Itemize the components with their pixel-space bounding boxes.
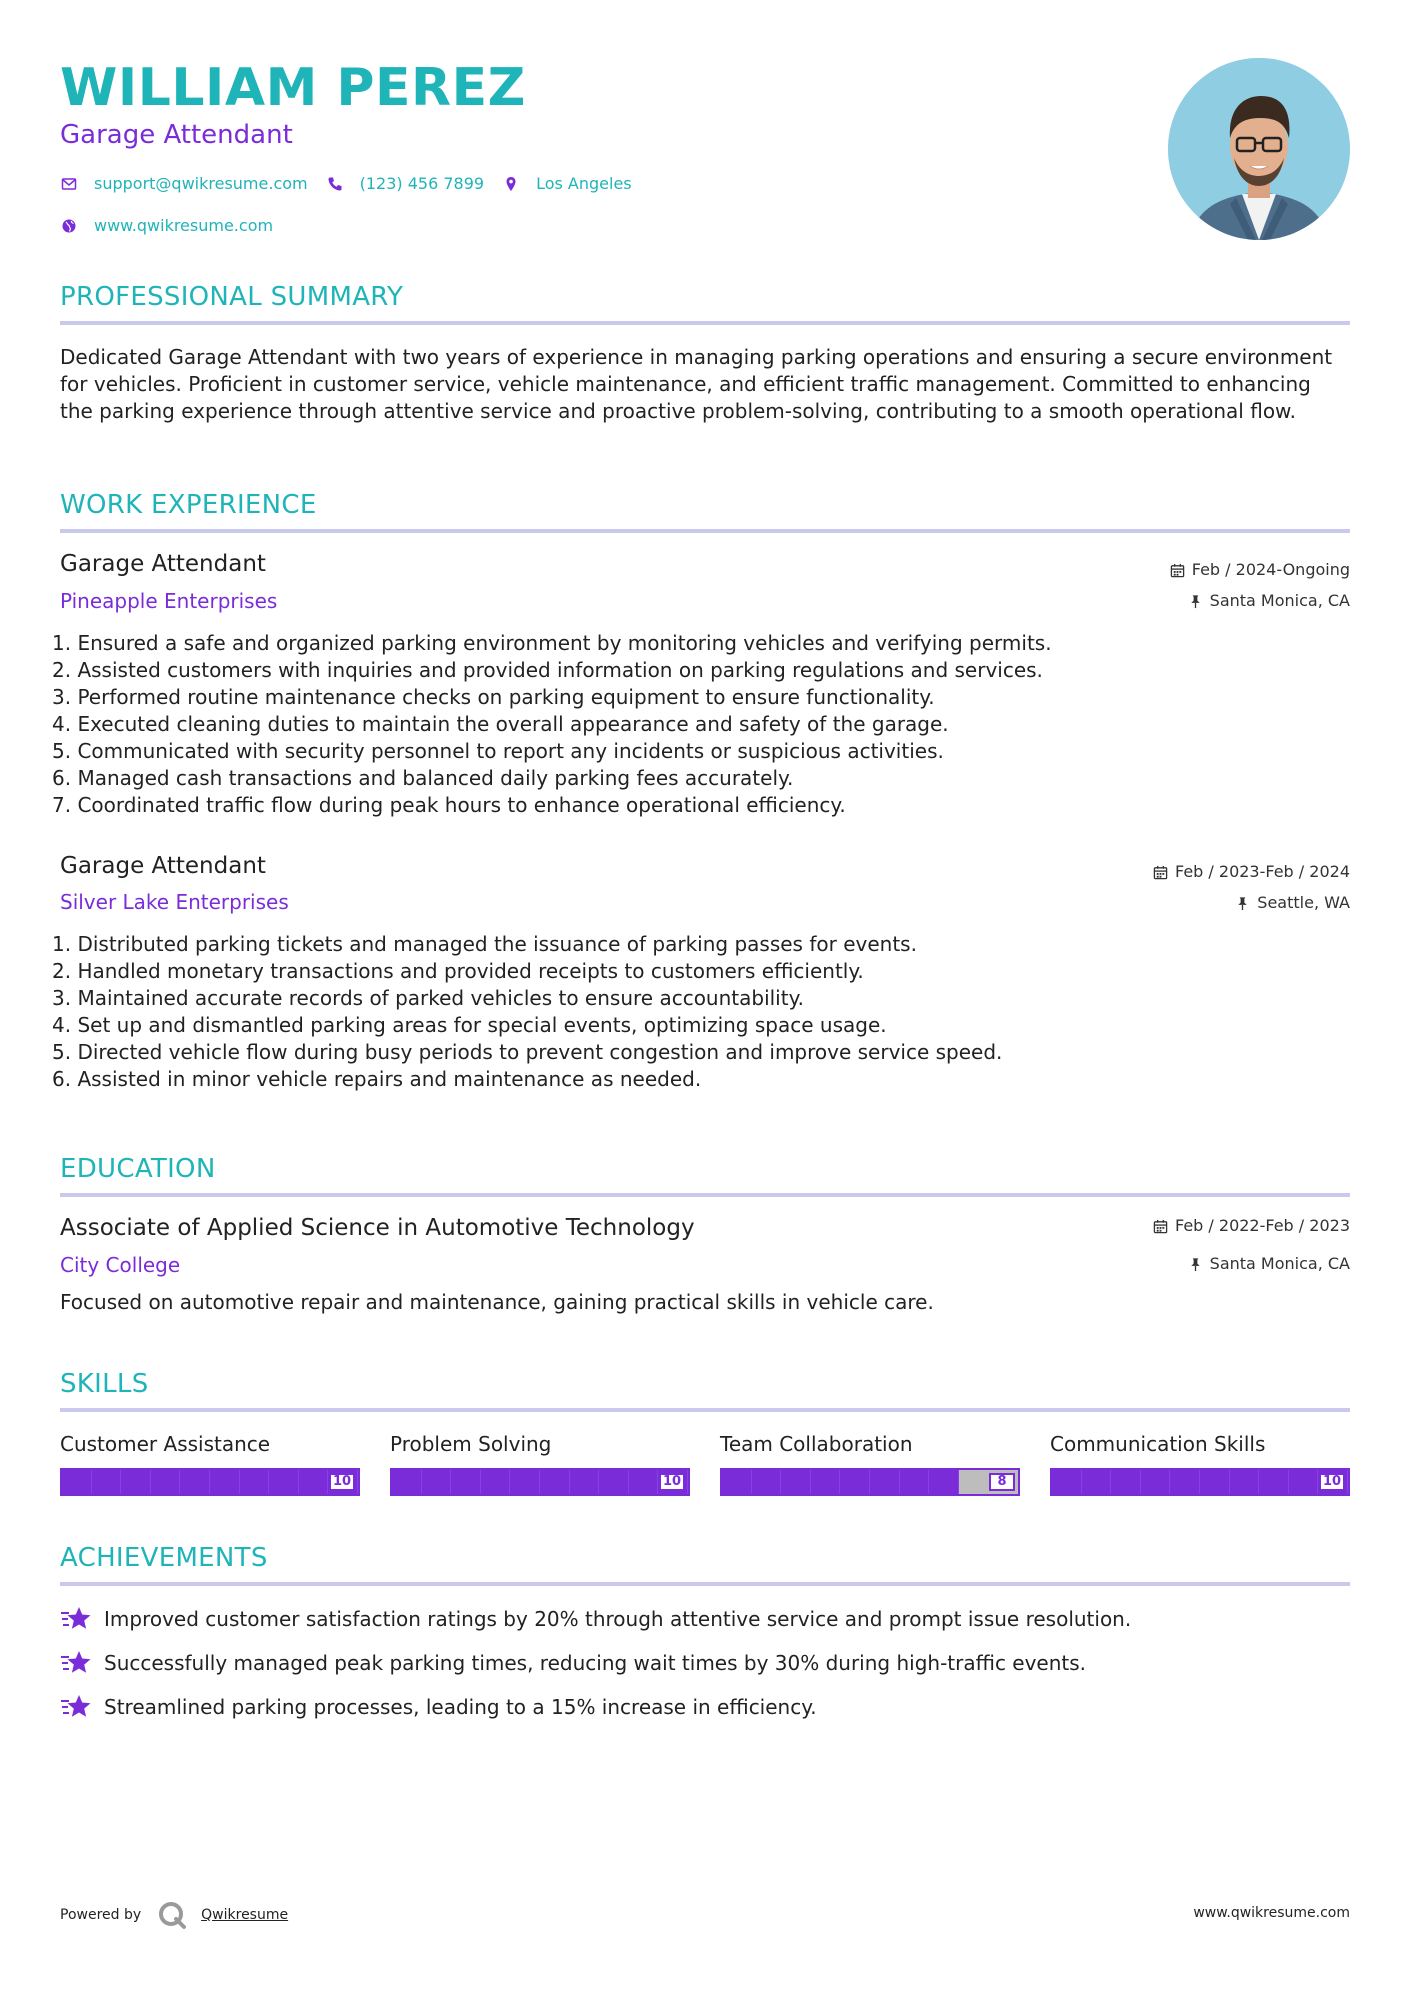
skill-segment	[180, 1470, 210, 1494]
skill-score: 10	[1319, 1473, 1345, 1491]
skill-item	[1050, 1430, 1350, 1496]
skill-segment	[392, 1470, 422, 1494]
skills-heading: SKILLS	[60, 1369, 149, 1399]
list-item: 4. Set up and dismantled parking areas for special events, optimizing space usage.	[52, 1013, 887, 1037]
skill-segment	[422, 1470, 452, 1494]
list-item: 6. Assisted in minor vehicle repairs and maintenance as needed.	[52, 1067, 702, 1091]
list-item: 6. Managed cash transactions and balanced daily parking fees accurately.	[52, 766, 794, 790]
job-dates-text: Feb / 2024-Ongoing	[1191, 560, 1350, 579]
section-divider	[60, 1582, 1350, 1586]
skill-segment	[811, 1470, 841, 1494]
skill-segment	[151, 1470, 181, 1494]
pushpin-icon	[1188, 1257, 1203, 1272]
achievements-heading: ACHIEVEMENTS	[60, 1543, 268, 1573]
section-divider	[60, 529, 1350, 533]
skill-segment	[752, 1470, 782, 1494]
job-dates-text: Feb / 2023-Feb / 2024	[1175, 862, 1350, 881]
job-responsibilities	[52, 931, 1352, 1093]
skill-segment	[240, 1470, 270, 1494]
achievement-text: Streamlined parking processes, leading to a 15% increase in efficiency.	[104, 1695, 817, 1719]
skill-rating-fill	[392, 1470, 688, 1494]
education-dates-text: Feb / 2022-Feb / 2023	[1175, 1216, 1350, 1235]
skill-segment	[1052, 1470, 1082, 1494]
skill-segment	[1289, 1470, 1319, 1494]
star-icon	[60, 1693, 92, 1721]
job-company: Silver Lake Enterprises	[60, 890, 289, 914]
skill-segment	[1200, 1470, 1230, 1494]
skill-segment	[510, 1470, 540, 1494]
skill-rating-bar	[60, 1468, 360, 1496]
skill-rating-bar	[1050, 1468, 1350, 1496]
list-item: 1. Distributed parking tickets and managed the issuance of parking passes for events.	[52, 932, 917, 956]
globe-icon	[60, 217, 78, 235]
candidate-title: Garage Attendant	[60, 120, 293, 150]
job-location-text: Seattle, WA	[1257, 893, 1350, 912]
candidate-name: WILLIAM PEREZ	[60, 58, 526, 118]
skill-segment	[481, 1470, 511, 1494]
calendar-icon	[1153, 1219, 1168, 1234]
skill-segment	[599, 1470, 629, 1494]
skill-segment	[1111, 1470, 1141, 1494]
calendar-icon	[1153, 865, 1168, 880]
list-item: 7. Coordinated traffic flow during peak hours to enhance operational efficiency.	[52, 793, 846, 817]
email-link[interactable]: support@qwikresume.com	[94, 174, 308, 193]
qwikresume-logo-icon	[157, 1900, 187, 1930]
education-heading: EDUCATION	[60, 1154, 216, 1184]
skill-rating-bar	[720, 1468, 1020, 1496]
list-item: 4. Executed cleaning duties to maintain the overall appearance and safety of the garage.	[52, 712, 949, 736]
job-dates	[1153, 861, 1350, 883]
achievement-item	[60, 1693, 817, 1721]
website-link[interactable]: www.qwikresume.com	[94, 216, 274, 235]
list-item: 2. Assisted customers with inquiries and provided information on parking regulations and services.	[52, 658, 1043, 682]
skill-segment	[1141, 1470, 1171, 1494]
skill-segment	[451, 1470, 481, 1494]
pushpin-icon	[1235, 896, 1250, 911]
skill-segment	[570, 1470, 600, 1494]
job-title: Garage Attendant	[60, 853, 266, 879]
qwikresume-link[interactable]: Qwikresume	[201, 1907, 289, 1923]
degree-title: Associate of Applied Science in Automotive Technology	[60, 1215, 695, 1241]
summary-heading: PROFESSIONAL SUMMARY	[60, 282, 404, 312]
achievement-item	[60, 1649, 1086, 1677]
job-location	[1235, 892, 1350, 914]
education-description: Focused on automotive repair and maintenance, gaining practical skills in vehicle care.	[60, 1290, 934, 1314]
school-name: City College	[60, 1253, 181, 1277]
skill-segment	[92, 1470, 122, 1494]
skill-segment	[1259, 1470, 1289, 1494]
job-company: Pineapple Enterprises	[60, 589, 278, 613]
skill-rating-fill	[1052, 1470, 1348, 1494]
skill-rating-bar	[390, 1468, 690, 1496]
contact-row-website	[60, 215, 291, 237]
footer-website-link[interactable]: www.qwikresume.com	[1193, 1905, 1350, 1921]
star-icon	[60, 1649, 92, 1677]
calendar-icon	[1170, 563, 1185, 578]
skill-rating-fill	[62, 1470, 358, 1494]
list-item: 5. Communicated with security personnel to report any incidents or suspicious activities.	[52, 739, 944, 763]
job-title: Garage Attendant	[60, 551, 266, 577]
achievement-text: Improved customer satisfaction ratings by 20% through attentive service and prompt issue resolution.	[104, 1607, 1132, 1631]
skill-segment	[840, 1470, 870, 1494]
summary-text: Dedicated Garage Attendant with two years of experience in managing parking operations and ensuring a secure environment for vehicles. Proficient in customer service, vehicle maintenance, and efficient traffic management. Committed to enhancing the parking experience through attentive service and proactive problem-solving, contributing to a smooth operational flow.	[60, 345, 1333, 423]
profile-photo	[1168, 58, 1350, 240]
phone-icon	[326, 175, 344, 193]
section-divider	[60, 1193, 1350, 1197]
star-icon	[60, 1605, 92, 1633]
achievement-text: Successfully managed peak parking times, reducing wait times by 30% during high-traffic events.	[104, 1651, 1087, 1675]
skill-score: 8	[989, 1473, 1015, 1491]
skill-segment	[629, 1470, 659, 1494]
job-location	[1188, 590, 1350, 612]
skill-rating-fill	[722, 1470, 959, 1494]
contact-row	[60, 173, 650, 195]
skill-segment	[210, 1470, 240, 1494]
pushpin-icon	[1188, 594, 1203, 609]
job-dates	[1170, 559, 1350, 581]
skill-segment	[121, 1470, 151, 1494]
list-item: 5. Directed vehicle flow during busy periods to prevent congestion and improve service speed.	[52, 1040, 1003, 1064]
skill-name: Customer Assistance	[60, 1432, 271, 1456]
skill-item	[720, 1430, 1020, 1496]
skill-item	[390, 1430, 690, 1496]
skill-name: Team Collaboration	[720, 1432, 913, 1456]
skill-score: 10	[329, 1473, 355, 1491]
education-location-text: Santa Monica, CA	[1209, 1254, 1350, 1273]
skill-segment	[781, 1470, 811, 1494]
education-location	[1188, 1253, 1350, 1275]
education-dates	[1153, 1215, 1350, 1237]
footer-powered-by	[60, 1900, 288, 1930]
skill-segment	[722, 1470, 752, 1494]
skill-name: Problem Solving	[390, 1432, 552, 1456]
location-text: Los Angeles	[536, 174, 632, 193]
skill-segment	[900, 1470, 930, 1494]
skill-segment	[269, 1470, 299, 1494]
skill-segment	[929, 1470, 959, 1494]
job-responsibilities	[52, 630, 1352, 819]
skill-segment	[1230, 1470, 1260, 1494]
skill-segment	[1170, 1470, 1200, 1494]
section-divider	[60, 1408, 1350, 1412]
envelope-icon	[60, 175, 78, 193]
skill-segment	[540, 1470, 570, 1494]
list-item: 1. Ensured a safe and organized parking environment by monitoring vehicles and verifying permits.	[52, 631, 1052, 655]
skill-score: 10	[659, 1473, 685, 1491]
list-item: 2. Handled monetary transactions and provided receipts to customers efficiently.	[52, 959, 864, 983]
skill-segment	[870, 1470, 900, 1494]
skill-name: Communication Skills	[1050, 1432, 1266, 1456]
phone-number[interactable]: (123) 456 7899	[359, 174, 485, 193]
skill-segment	[299, 1470, 329, 1494]
skill-segment	[1082, 1470, 1112, 1494]
map-pin-icon	[502, 175, 520, 193]
section-divider	[60, 321, 1350, 325]
list-item: 3. Performed routine maintenance checks on parking equipment to ensure functionality.	[52, 685, 935, 709]
achievement-item	[60, 1605, 1131, 1633]
powered-by-label: Powered by	[60, 1907, 142, 1923]
skill-item	[60, 1430, 360, 1496]
job-location-text: Santa Monica, CA	[1209, 591, 1350, 610]
skill-segment	[62, 1470, 92, 1494]
list-item: 3. Maintained accurate records of parked vehicles to ensure accountability.	[52, 986, 804, 1010]
experience-heading: WORK EXPERIENCE	[60, 490, 317, 520]
